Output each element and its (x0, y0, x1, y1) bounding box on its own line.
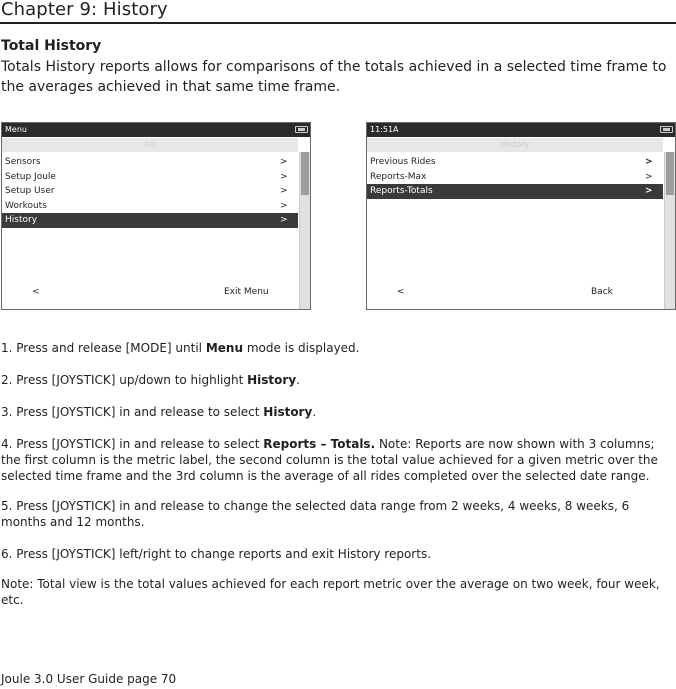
device-screen-menu (1, 122, 311, 310)
step-6: 6. Press [JOYSTICK] left/right to change reports and exit History reports. (1, 547, 432, 561)
menu-item-label: History (5, 215, 38, 225)
status-title: Menu (5, 125, 27, 134)
chevron-right-icon: > (645, 157, 653, 167)
menu-item-workouts[interactable] (2, 199, 298, 214)
battery-icon (660, 126, 673, 133)
chapter-divider (0, 22, 676, 24)
menu-item-reports-totals[interactable] (367, 184, 663, 199)
scrollbar[interactable] (299, 152, 310, 309)
back-button[interactable]: Back (591, 287, 613, 297)
back-arrow-icon[interactable]: < (32, 287, 40, 297)
chapter-title: Chapter 9: History (1, 0, 168, 20)
chevron-right-icon: > (280, 200, 288, 211)
menu-item-setup-user[interactable] (2, 184, 298, 199)
step-2: 2. Press [JOYSTICK] up/down to highlight History. (1, 373, 300, 387)
section-intro: Totals History reports allows for comparisons of the totals achieved in a selected time frame to the averages achieved in that same time frame. (1, 59, 667, 95)
menu-item-sensors[interactable] (2, 155, 298, 170)
menu-item-previous-rides[interactable] (367, 155, 663, 170)
section-heading: Total History (1, 38, 102, 54)
menu-item-label: Setup User (5, 186, 55, 196)
chevron-right-icon: > (645, 186, 653, 196)
menu-item-reports-max[interactable] (367, 170, 663, 185)
status-bar (2, 123, 310, 137)
battery-icon (295, 126, 308, 133)
menu-item-setup-joule[interactable] (2, 170, 298, 185)
scrollbar-thumb[interactable] (666, 152, 674, 195)
exit-menu-button[interactable]: Exit Menu (224, 287, 269, 297)
menu-item-label: Reports-Totals (370, 186, 433, 196)
menu-item-label: Previous Rides (370, 157, 436, 167)
status-bar (367, 123, 675, 137)
menu-item-label: Reports-Max (370, 171, 427, 182)
scrollbar[interactable] (664, 152, 675, 309)
step-3: 3. Press [JOYSTICK] in and release to select History. (1, 405, 317, 419)
chevron-right-icon: > (280, 171, 288, 182)
menu-item-label: Workouts (5, 200, 47, 211)
menu-item-history[interactable] (2, 213, 298, 228)
step-1: 1. Press and release [MODE] until Menu mode is displayed. (1, 341, 360, 355)
back-arrow-icon[interactable]: < (397, 287, 405, 297)
screen-subheader: History (367, 138, 663, 152)
status-time: 11:51A (370, 125, 399, 134)
screen-subheader: ﾒｲﾅ (2, 138, 298, 152)
scrollbar-thumb[interactable] (301, 152, 309, 195)
note: Note: Total view is the total values achieved for each report metric over the average on two week, four week, etc. (1, 577, 660, 607)
device-screen-history (366, 122, 676, 310)
page-footer: Joule 3.0 User Guide page 70 (1, 672, 177, 686)
chevron-right-icon: > (645, 171, 653, 182)
menu-item-label: Setup Joule (5, 171, 56, 182)
chevron-right-icon: > (280, 157, 288, 167)
menu-item-label: Sensors (5, 157, 41, 167)
chevron-right-icon: > (280, 186, 288, 196)
step-5: 5. Press [JOYSTICK] in and release to change the selected data range from 2 weeks, 4 weeks, 8 weeks, 6 months and 12 months. (1, 499, 630, 529)
chevron-right-icon: > (280, 215, 288, 225)
step-4: 4. Press [JOYSTICK] in and release to select Reports – Totals. Note: Reports are now shown with 3 columns; the first column is the metric label, the second column is the total value achieved for a given metric over the selected time frame and the 3rd column is the average of all rides completed over the selected date range. (1, 437, 658, 483)
